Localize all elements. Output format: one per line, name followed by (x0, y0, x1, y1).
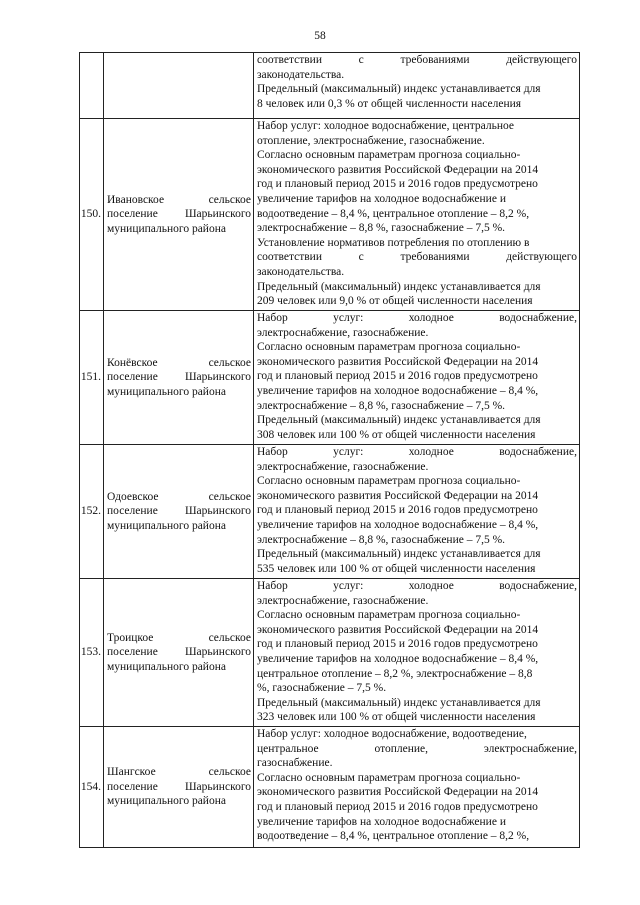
description-line: электроснабжение, газоснабжение. (257, 326, 429, 339)
text-fragment: услуг: (333, 312, 364, 324)
row-number: 153. (80, 579, 104, 727)
description-line: Согласно основным параметрам прогноза социально- (257, 475, 521, 488)
settlement-name-line (107, 193, 251, 208)
description-line: %, газоснабжение – 7,5 %. (257, 682, 387, 695)
text-fragment: Шарьинского (184, 646, 251, 659)
description-line: центральное отопление – 8,2 %, электроснабжение – 8,8 (257, 667, 533, 680)
description-line: Предельный (максимальный) индекс устанавливается для (257, 414, 541, 427)
settlement-name-line (107, 780, 251, 795)
text-fragment: Шарьинского (184, 208, 251, 221)
settlement-name (104, 311, 254, 445)
description-line: год и плановый период 2015 и 2016 годов предусмотрено (257, 504, 538, 517)
table-row (80, 727, 580, 848)
description-line: Согласно основным параметрам прогноза социально- (257, 149, 521, 162)
settlement-name-line: муниципального района (107, 385, 226, 398)
description-line: год и плановый период 2015 и 2016 годов предусмотрено (257, 638, 538, 651)
text-fragment: услуг: (333, 580, 364, 592)
table-row (80, 119, 580, 311)
row-number: 154. (80, 727, 104, 848)
text-fragment: Конёвское (107, 356, 158, 369)
text-fragment: холодное (408, 580, 454, 592)
description-line (257, 742, 577, 757)
description-line: Предельный (максимальный) индекс устанавливается для (257, 83, 541, 96)
description-line: Согласно основным параметрам прогноза социально- (257, 771, 521, 784)
description-line (257, 445, 577, 460)
settlement-name (104, 119, 254, 311)
description-line: электроснабжение, газоснабжение. (257, 460, 429, 473)
text-fragment: с (358, 54, 364, 66)
text-fragment: Одоевское (107, 490, 159, 503)
description-line (257, 53, 577, 68)
settlement-name-line (107, 631, 251, 646)
text-fragment: водоснабжение, (499, 312, 577, 324)
settlement-name-line (107, 645, 251, 660)
row-number: 152. (80, 445, 104, 579)
text-fragment: поселение (107, 780, 158, 793)
description-line: Установление нормативов потребления по отоплению в (257, 236, 530, 249)
settlement-name-line (107, 356, 251, 371)
text-fragment: Шарьинского (184, 371, 251, 384)
description-line: Предельный (максимальный) индекс устанавливается для (257, 548, 541, 561)
settlement-description (254, 311, 580, 445)
text-fragment: Троицкое (107, 631, 154, 644)
text-fragment: поселение (107, 371, 158, 384)
description-line: электроснабжение, газоснабжение. (257, 594, 429, 607)
text-fragment: центральное (257, 742, 319, 755)
settlement-description (254, 727, 580, 848)
description-line: электроснабжение – 8,8 %, газоснабжение – 7,5 %. (257, 399, 506, 412)
text-fragment: холодное (408, 312, 454, 324)
settlement-name-line (107, 207, 251, 222)
settlement-name-line: муниципального района (107, 660, 226, 673)
description-line: газоснабжение. (257, 757, 333, 770)
description-line: законодательства. (257, 265, 345, 278)
description-line: 535 человек или 100 % от общей численности населения (257, 562, 536, 575)
settlement-name (104, 579, 254, 727)
description-line: отопление, электроснабжение, газоснабжение. (257, 134, 485, 147)
description-line: 323 человек или 100 % от общей численности населения (257, 711, 536, 724)
description-line (257, 311, 577, 326)
description-line: экономического развития Российской Федерации на 2014 (257, 489, 539, 502)
settlement-name-line: муниципального района (107, 222, 226, 235)
text-fragment: холодное (408, 446, 454, 458)
text-fragment: действующего (506, 54, 577, 66)
settlement-description (254, 445, 580, 579)
text-fragment: поселение (107, 208, 158, 221)
row-number: 150. (80, 119, 104, 311)
description-line: водоотведение – 8,4 %, центральное отопление – 8,2 %, (257, 207, 530, 220)
settlement-name (104, 727, 254, 848)
text-fragment: сельское (208, 490, 251, 503)
text-fragment: сельское (208, 766, 251, 779)
settlements-table (79, 52, 580, 848)
description-line: Согласно основным параметрам прогноза социально- (257, 341, 521, 354)
description-line: экономического развития Российской Федерации на 2014 (257, 623, 539, 636)
description-line: увеличение тарифов на холодное водоснабжение и (257, 192, 506, 205)
description-line: увеличение тарифов на холодное водоснабжение – 8,4 %, (257, 384, 539, 397)
text-fragment: Шарьинского (184, 780, 251, 793)
text-fragment: водоснабжение, (499, 446, 577, 458)
description-line (257, 250, 577, 265)
description-line: экономического развития Российской Федерации на 2014 (257, 163, 539, 176)
settlement-name-line: муниципального района (107, 519, 226, 532)
text-fragment: требованиями (400, 54, 470, 66)
settlement-description (254, 579, 580, 727)
description-line: электроснабжение – 8,8 %, газоснабжение – 7,5 %. (257, 222, 506, 235)
description-line: 8 человек или 0,3 % от общей численности населения (257, 97, 522, 110)
table-row (80, 579, 580, 727)
text-fragment: сельское (208, 356, 251, 369)
text-fragment: Набор (257, 446, 288, 458)
text-fragment: Шангское (107, 766, 156, 779)
text-fragment: с (358, 251, 364, 264)
text-fragment: соответствии (257, 54, 322, 66)
description-line: увеличение тарифов на холодное водоснабжение – 8,4 %, (257, 652, 539, 665)
page-number: 58 (314, 30, 326, 42)
description-line (257, 579, 577, 594)
settlement-description (254, 119, 580, 311)
description-line: 308 человек или 100 % от общей численности населения (257, 428, 536, 441)
description-line: экономического развития Российской Федерации на 2014 (257, 786, 539, 799)
description-line: увеличение тарифов на холодное водоснабжение и (257, 815, 506, 828)
text-fragment: Ивановское (107, 193, 165, 206)
text-fragment: действующего (506, 251, 577, 264)
text-fragment: поселение (107, 646, 158, 659)
description-line: водоотведение – 8,4 %, центральное отопление – 8,2 %, (257, 830, 530, 843)
description-line: Предельный (максимальный) индекс устанавливается для (257, 696, 541, 709)
description-line: увеличение тарифов на холодное водоснабжение – 8,4 %, (257, 518, 539, 531)
description-line: Согласно основным параметрам прогноза социально- (257, 609, 521, 622)
text-fragment: соответствии (257, 251, 322, 264)
settlement-name-line (107, 370, 251, 385)
row-number (80, 53, 104, 119)
text-fragment: водоснабжение, (499, 580, 577, 592)
text-fragment: поселение (107, 505, 158, 518)
text-fragment: сельское (208, 631, 251, 644)
settlement-name-line (107, 490, 251, 505)
row-number: 151. (80, 311, 104, 445)
description-line: год и плановый период 2015 и 2016 годов предусмотрено (257, 800, 538, 813)
description-line: год и плановый период 2015 и 2016 годов предусмотрено (257, 178, 538, 191)
settlement-name-line: муниципального района (107, 795, 226, 808)
text-fragment: услуг: (333, 446, 364, 458)
text-fragment: отопление, (374, 742, 429, 755)
table-row (80, 445, 580, 579)
settlement-name (104, 445, 254, 579)
description-line: год и плановый период 2015 и 2016 годов предусмотрено (257, 370, 538, 383)
description-line: законодательства. (257, 68, 345, 81)
text-fragment: сельское (208, 193, 251, 206)
text-fragment: Шарьинского (184, 505, 251, 518)
text-fragment: требованиями (400, 251, 470, 264)
settlement-name (104, 53, 254, 119)
description-line: экономического развития Российской Федерации на 2014 (257, 355, 539, 368)
description-line: Предельный (максимальный) индекс устанавливается для (257, 280, 541, 293)
description-line: 209 человек или 9,0 % от общей численности населения (257, 295, 533, 308)
description-line: Набор услуг: холодное водоснабжение, центральное (257, 120, 515, 132)
settlement-name-line (107, 765, 251, 780)
text-fragment: Набор (257, 580, 288, 592)
description-line: Набор услуг: холодное водоснабжение, водоотведение, (257, 728, 527, 740)
text-fragment: электроснабжение, (483, 742, 577, 755)
table-row (80, 53, 580, 119)
text-fragment: Набор (257, 312, 288, 324)
settlement-description (254, 53, 580, 119)
description-line: электроснабжение – 8,8 %, газоснабжение – 7,5 %. (257, 533, 506, 546)
settlement-name-line (107, 504, 251, 519)
table-row (80, 311, 580, 445)
